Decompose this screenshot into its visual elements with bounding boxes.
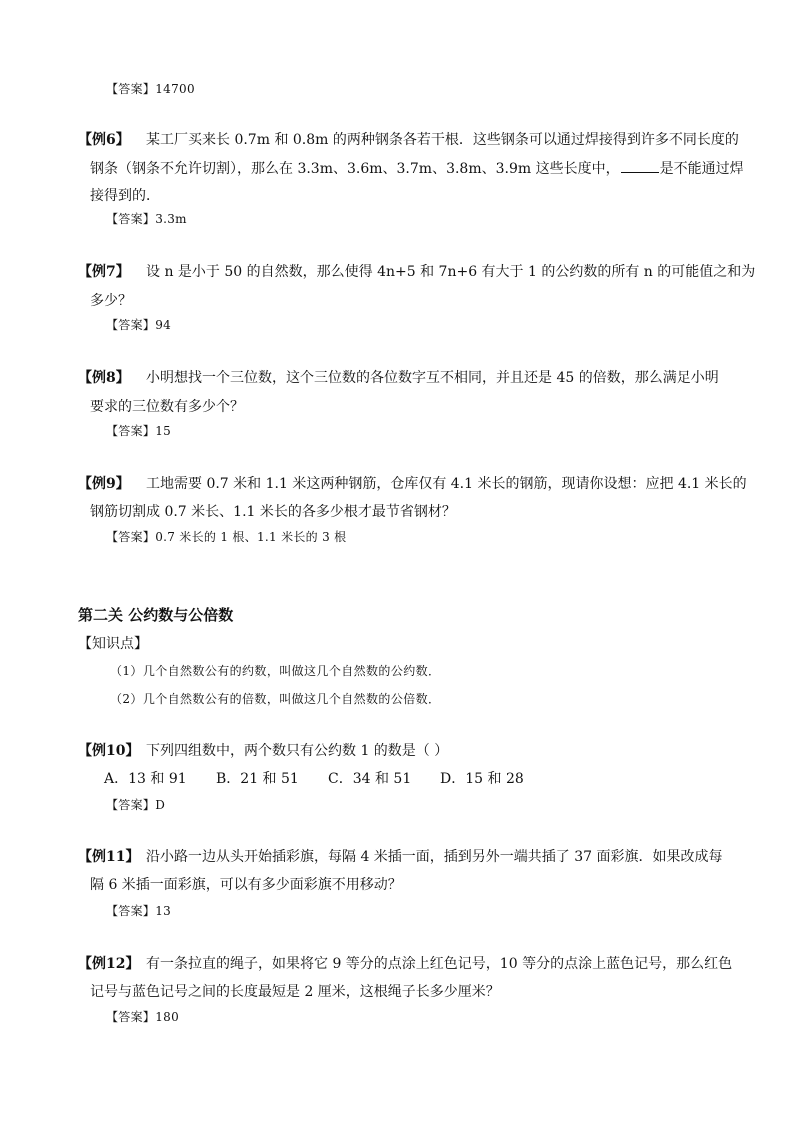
- answer-value: 15: [155, 424, 172, 438]
- answer-label: 【答案】: [106, 82, 156, 96]
- example-11-line-2: 隔 6 米插一面彩旗，可以有多少面彩旗不用移动？: [90, 877, 402, 893]
- answer-value: 0.7 米长的 1 根、1.1 米长的 3 根: [155, 530, 347, 544]
- answer-ex9: [106, 528, 346, 545]
- example-8-line-2: 要求的三位数有多少个？: [90, 399, 244, 415]
- answer-value: 3.3m: [155, 212, 187, 226]
- example-8-label: 【例8】: [78, 370, 130, 386]
- example-6-line-1: 某工厂买来长 0.7m 和 0.8m 的两种钢条各若干根．这些钢条可以通过焊接得到许多不同长度的: [146, 132, 739, 148]
- example-9-label: 【例9】: [78, 476, 130, 492]
- answer-label: 【答案】: [106, 798, 156, 812]
- answer-ex11: [106, 902, 171, 919]
- example-9-line-2: 钢筋切割成 0.7 米长、1.1 米长的各多少根才最节省钢材？: [90, 504, 456, 520]
- example-12-line-2: 记号与蓝色记号之间的长度最短是 2 厘米，这根绳子长多少厘米？: [90, 984, 500, 1000]
- option-a: A．13 和 91: [104, 771, 187, 787]
- answer-value: 14700: [155, 82, 195, 96]
- example-11-line-1: 沿小路一边从头开始插彩旗，每隔 4 米插一面，插到另外一端共插了 37 面彩旗．如果改成每: [146, 849, 723, 865]
- knowledge-point-2: （2）几个自然数公有的倍数，叫做这几个自然数的公倍数．: [110, 692, 441, 706]
- answer-value: 180: [155, 1010, 180, 1024]
- option-c: C．34 和 51: [328, 771, 412, 787]
- example-8-line-1: 小明想找一个三位数，这个三位数的各位数字互不相同，并且还是 45 的倍数，那么满足小明: [146, 370, 719, 386]
- example-12-label: 【例12】: [78, 956, 140, 972]
- answer-ex6: [106, 210, 187, 227]
- answer-value: 13: [155, 904, 172, 918]
- example-12-line-1: 有一条拉直的绳子，如果将它 9 等分的点涂上红色记号，10 等分的点涂上蓝色记号，那么红色: [146, 956, 733, 972]
- example-6-line-2-before: 钢条（钢条不允许切割），那么在 3.3m、3.6m、3.7m、3.8m、3.9m 这些长度中，: [90, 161, 620, 177]
- example-7-line-2: 多少？: [90, 293, 132, 309]
- option-b: B．21 和 51: [216, 771, 299, 787]
- answer-label: 【答案】: [106, 212, 156, 226]
- answer-label: 【答案】: [106, 424, 156, 438]
- example-6-line-2-after: 是不能通过焊: [659, 161, 744, 177]
- answer-label: 【答案】: [106, 904, 156, 918]
- example-10-line-1: 下列四组数中，两个数只有公约数 1 的数是（ ）: [146, 743, 449, 759]
- example-6-label: 【例6】: [78, 132, 130, 148]
- knowledge-point-1: （1）几个自然数公有的约数，叫做这几个自然数的公约数．: [110, 664, 441, 678]
- answer-ex12: [106, 1008, 179, 1025]
- example-9-line-1: 工地需要 0.7 米和 1.1 米这两种钢筋，仓库仅有 4.1 米长的钢筋，现请你设想：应把 4.1 米长的: [146, 476, 747, 492]
- fill-in-blank: [621, 160, 659, 173]
- option-d: D．15 和 28: [440, 771, 524, 787]
- example-10-label: 【例10】: [78, 743, 140, 759]
- answer-ex7: [106, 316, 171, 333]
- example-7-line-1: 设 n 是小于 50 的自然数，那么使得 4n+5 和 7n+6 有大于 1 的公约数的所有 n 的可能值之和为: [146, 264, 756, 280]
- answer-ex8: [106, 422, 171, 439]
- knowledge-points-label: 【知识点】: [78, 636, 148, 652]
- answer-ex5: [106, 80, 195, 97]
- example-6-line-2: [90, 158, 744, 178]
- answer-value: 94: [155, 318, 172, 332]
- example-7-label: 【例7】: [78, 264, 130, 280]
- answer-value: D: [155, 798, 166, 812]
- answer-label: 【答案】: [106, 318, 156, 332]
- example-6-line-3: 接得到的．: [90, 188, 160, 204]
- section-heading: 第二关 公约数与公倍数: [78, 606, 234, 624]
- answer-label: 【答案】: [106, 530, 156, 544]
- answer-ex10: [106, 796, 165, 813]
- answer-label: 【答案】: [106, 1010, 156, 1024]
- example-11-label: 【例11】: [78, 849, 140, 865]
